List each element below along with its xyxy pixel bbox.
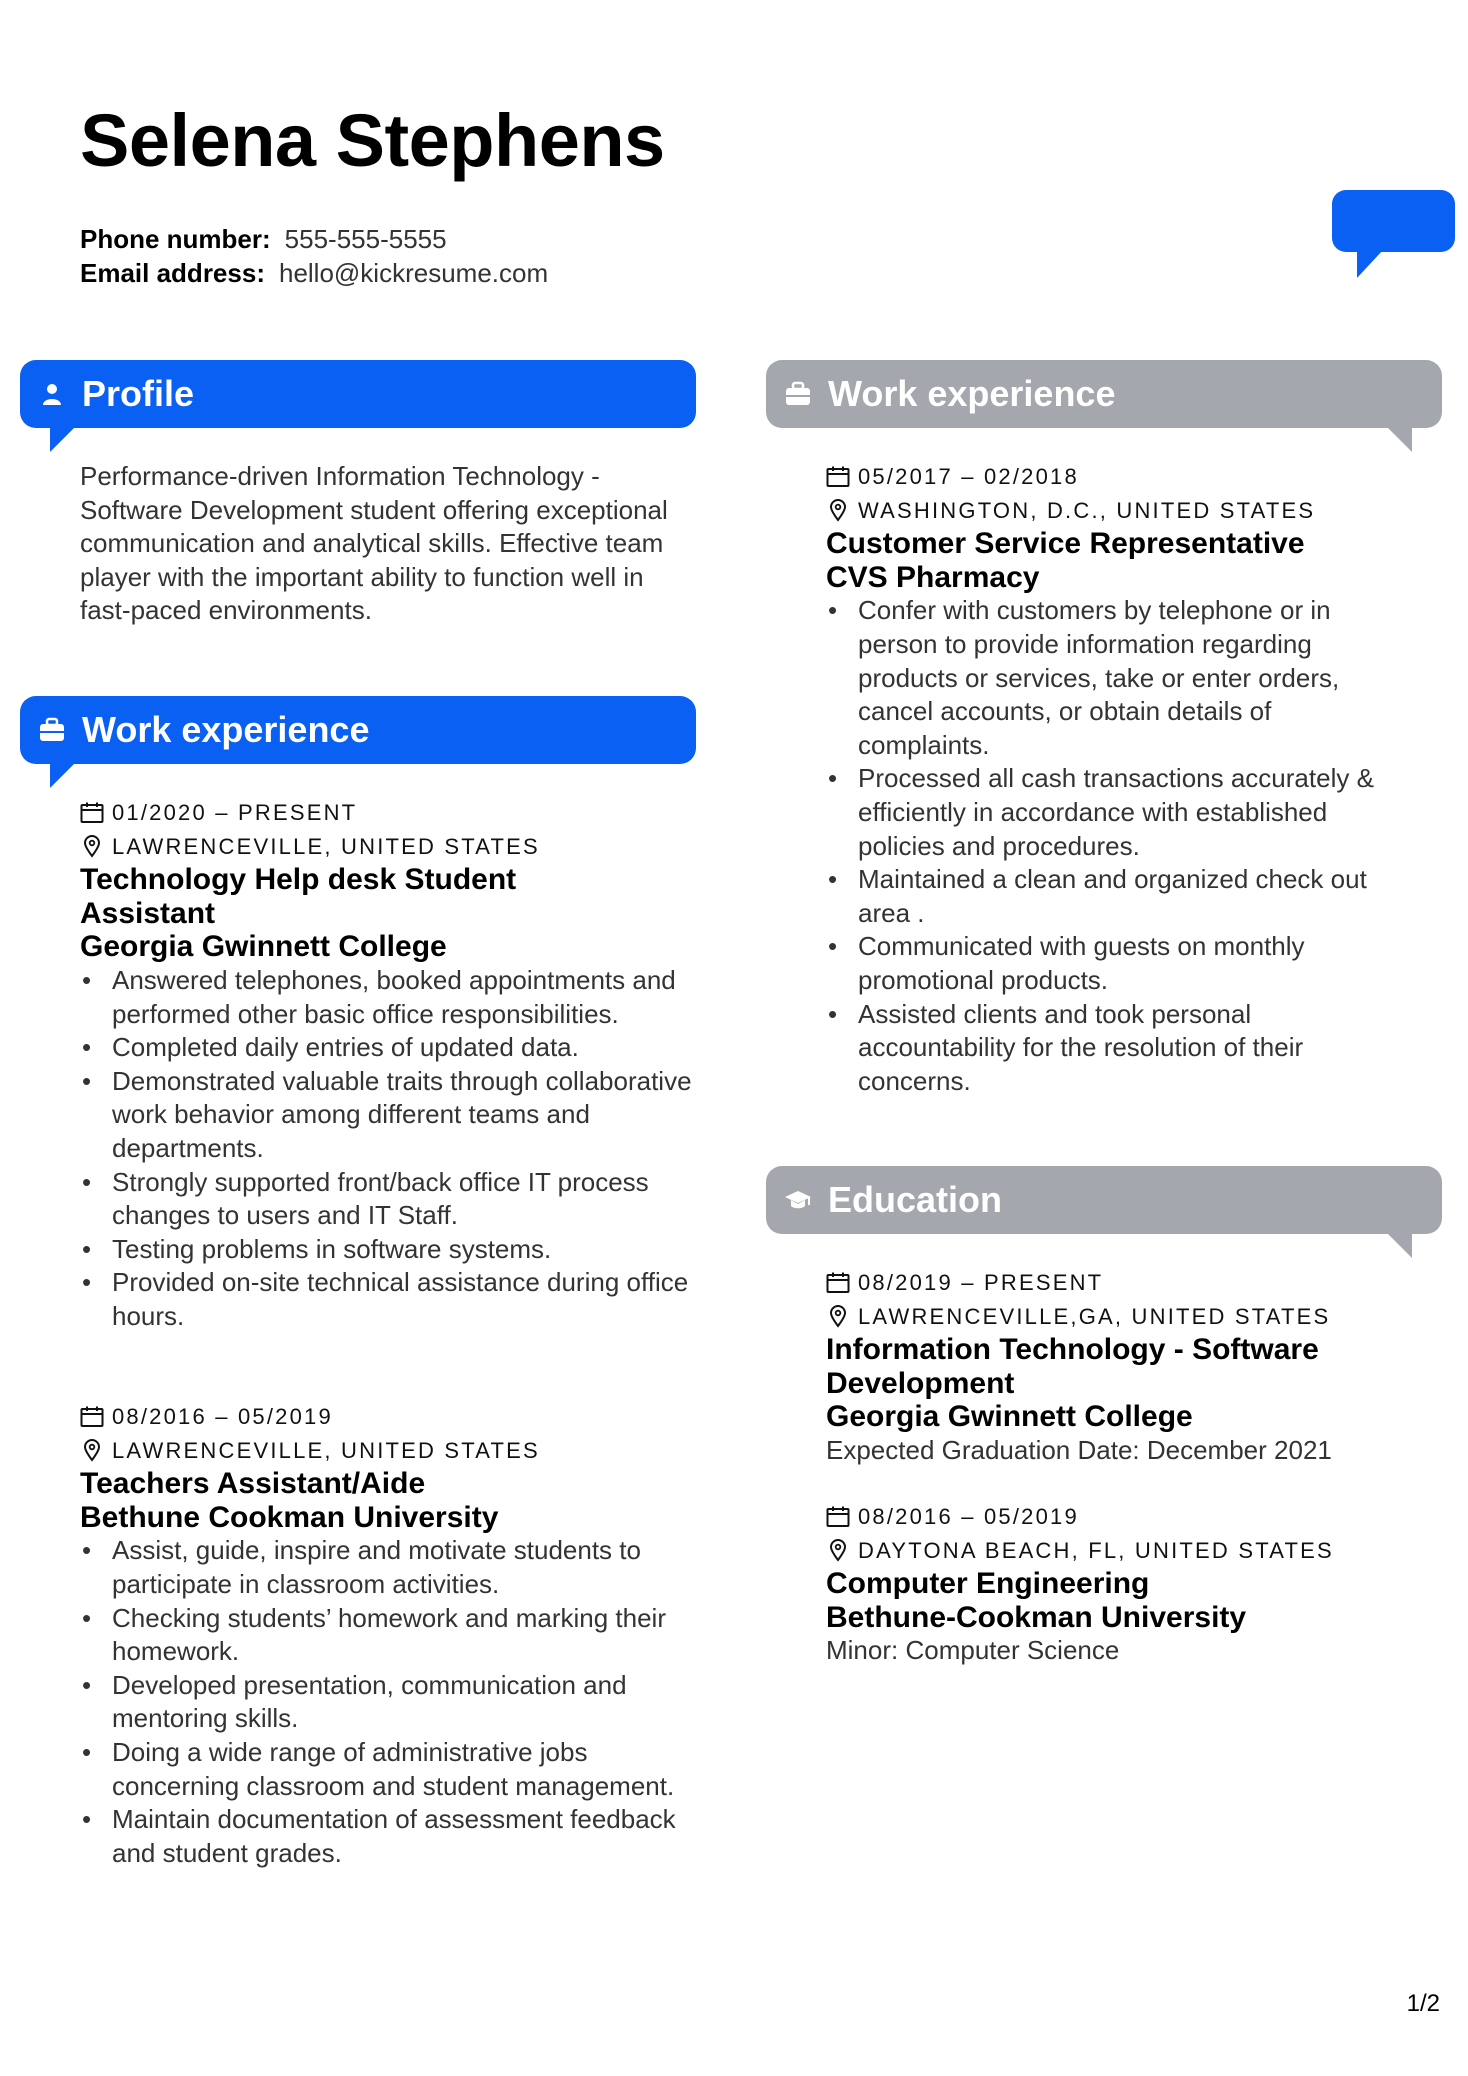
job-entry: [826, 460, 1446, 1098]
job-organization: Bethune Cookman University: [80, 1500, 499, 1534]
education-location-text: LAWRENCEVILLE,GA, UNITED STATES: [858, 1303, 1331, 1329]
job-responsibilities: [826, 594, 1396, 1098]
responsibility-item: • Developed presentation, communication and mentoring skills.: [80, 1669, 700, 1736]
phone-label: Phone number:: [80, 224, 271, 254]
phone-row: [80, 222, 548, 256]
education-dates: [826, 1266, 1446, 1300]
education-note: Minor: Computer Science: [826, 1635, 1120, 1666]
education-header-tail: [1386, 1232, 1412, 1258]
job-location: [80, 830, 700, 864]
contact-info: [80, 222, 548, 290]
education-entry: [826, 1500, 1446, 1668]
degree-title: Information Technology - Software Development: [826, 1333, 1319, 1400]
job-dates-text: 05/2017 – 02/2018: [858, 464, 1079, 489]
job-organization: Georgia Gwinnett College: [80, 930, 447, 964]
work-experience-section-header: [766, 360, 1442, 428]
work-experience-title: Work experience: [82, 709, 370, 750]
briefcase-icon: [784, 380, 812, 408]
responsibility-item: • Provided on-site technical assistance during office hours.: [80, 1266, 700, 1333]
degree-title: Computer Engineering: [826, 1567, 1150, 1601]
education-note: Expected Graduation Date: December 2021: [826, 1434, 1332, 1465]
job-location: [80, 1434, 700, 1468]
speech-bubble-tail: [1357, 250, 1383, 278]
work-header-tail: [1386, 426, 1412, 452]
email-row: [80, 256, 548, 290]
job-title: Technology Help desk Student Assistant: [80, 863, 517, 930]
education-section-header: [766, 1166, 1442, 1234]
location-pin-icon: [80, 1438, 104, 1462]
job-location: [826, 494, 1446, 528]
work-experience-section-header: [20, 696, 696, 764]
speech-bubble-decoration: [1332, 190, 1455, 252]
responsibility-item: • Doing a wide range of administrative jobs concerning classroom and student management.: [80, 1736, 700, 1803]
education-location: [826, 1534, 1446, 1568]
responsibility-item: • Completed daily entries of updated data.: [80, 1031, 700, 1065]
phone-value: 555-555-5555: [284, 224, 447, 254]
page-number: 1/2: [1406, 1990, 1440, 2017]
briefcase-icon: [38, 716, 66, 744]
profile-summary: Performance-driven Information Technology - Software Development student offering exceptional communication and analytical skills. Effective team player with the important ability to function well in fast-paced environments.: [80, 461, 668, 626]
calendar-icon: [826, 466, 850, 488]
job-location-text: LAWRENCEVILLE, UNITED STATES: [112, 1437, 540, 1463]
responsibility-item: • Assist, guide, inspire and motivate students to participate in classroom activities.: [80, 1534, 700, 1601]
location-pin-icon: [826, 1304, 850, 1328]
calendar-icon: [80, 802, 104, 824]
profile-section-header: [20, 360, 696, 428]
responsibility-item: • Maintain documentation of assessment feedback and student grades.: [80, 1803, 700, 1870]
work-experience-title: Work experience: [828, 373, 1116, 414]
job-dates: [826, 460, 1446, 494]
location-pin-icon: [826, 498, 850, 522]
job-title: Customer Service Representative: [826, 527, 1305, 561]
calendar-icon: [80, 1406, 104, 1428]
profile-title: Profile: [82, 373, 195, 414]
job-dates: [80, 1400, 700, 1434]
responsibility-item: • Assisted clients and took personal accountability for the resolution of their concerns.: [826, 998, 1396, 1099]
job-responsibilities: [80, 964, 700, 1334]
email-label: Email address:: [80, 258, 265, 288]
calendar-icon: [826, 1272, 850, 1294]
responsibility-item: • Communicated with guests on monthly promotional products.: [826, 930, 1396, 997]
job-entry: [80, 1400, 700, 1870]
job-organization: CVS Pharmacy: [826, 560, 1040, 594]
location-pin-icon: [826, 1538, 850, 1562]
responsibility-item: • Processed all cash transactions accurately & efficiently in accordance with established policies and procedures.: [826, 762, 1396, 863]
responsibility-item: • Confer with customers by telephone or in person to provide information regarding products or services, take or enter orders, cancel accounts, or obtain details of complaints.: [826, 594, 1396, 762]
profile-header-tail: [50, 426, 76, 452]
education-dates-text: 08/2019 – PRESENT: [858, 1270, 1104, 1295]
school-name: Georgia Gwinnett College: [826, 1400, 1193, 1434]
education-dates-text: 08/2016 – 05/2019: [858, 1504, 1079, 1529]
email-value: hello@kickresume.com: [278, 258, 549, 288]
job-location-text: LAWRENCEVILLE, UNITED STATES: [112, 833, 540, 859]
education-entry: [826, 1266, 1446, 1468]
job-dates-text: 01/2020 – PRESENT: [112, 800, 358, 825]
school-name: Bethune-Cookman University: [826, 1600, 1247, 1634]
job-location-text: WASHINGTON, D.C., UNITED STATES: [858, 497, 1316, 523]
calendar-icon: [826, 1506, 850, 1528]
education-dates: [826, 1500, 1446, 1534]
responsibility-item: • Checking students’ homework and marking their homework.: [80, 1602, 700, 1669]
job-dates: [80, 796, 700, 830]
job-responsibilities: [80, 1534, 700, 1870]
job-entry: [80, 796, 700, 1334]
location-pin-icon: [80, 834, 104, 858]
responsibility-item: • Testing problems in software systems.: [80, 1233, 700, 1267]
responsibility-item: • Maintained a clean and organized check out area .: [826, 863, 1396, 930]
responsibility-item: • Demonstrated valuable traits through collaborative work behavior among different teams and departments.: [80, 1065, 700, 1166]
responsibility-item: • Strongly supported front/back office IT process changes to users and IT Staff.: [80, 1166, 700, 1233]
responsibility-item: • Answered telephones, booked appointments and performed other basic office responsibilities.: [80, 964, 700, 1031]
work-header-tail: [50, 762, 76, 788]
graduation-cap-icon: [784, 1186, 812, 1214]
job-dates-text: 08/2016 – 05/2019: [112, 1404, 333, 1429]
job-title: Teachers Assistant/Aide: [80, 1467, 426, 1501]
education-location-text: DAYTONA BEACH, FL, UNITED STATES: [858, 1537, 1334, 1563]
person-icon: [38, 380, 66, 408]
education-location: [826, 1300, 1446, 1334]
candidate-name: Selena Stephens: [80, 99, 665, 182]
education-title: Education: [828, 1179, 1003, 1220]
